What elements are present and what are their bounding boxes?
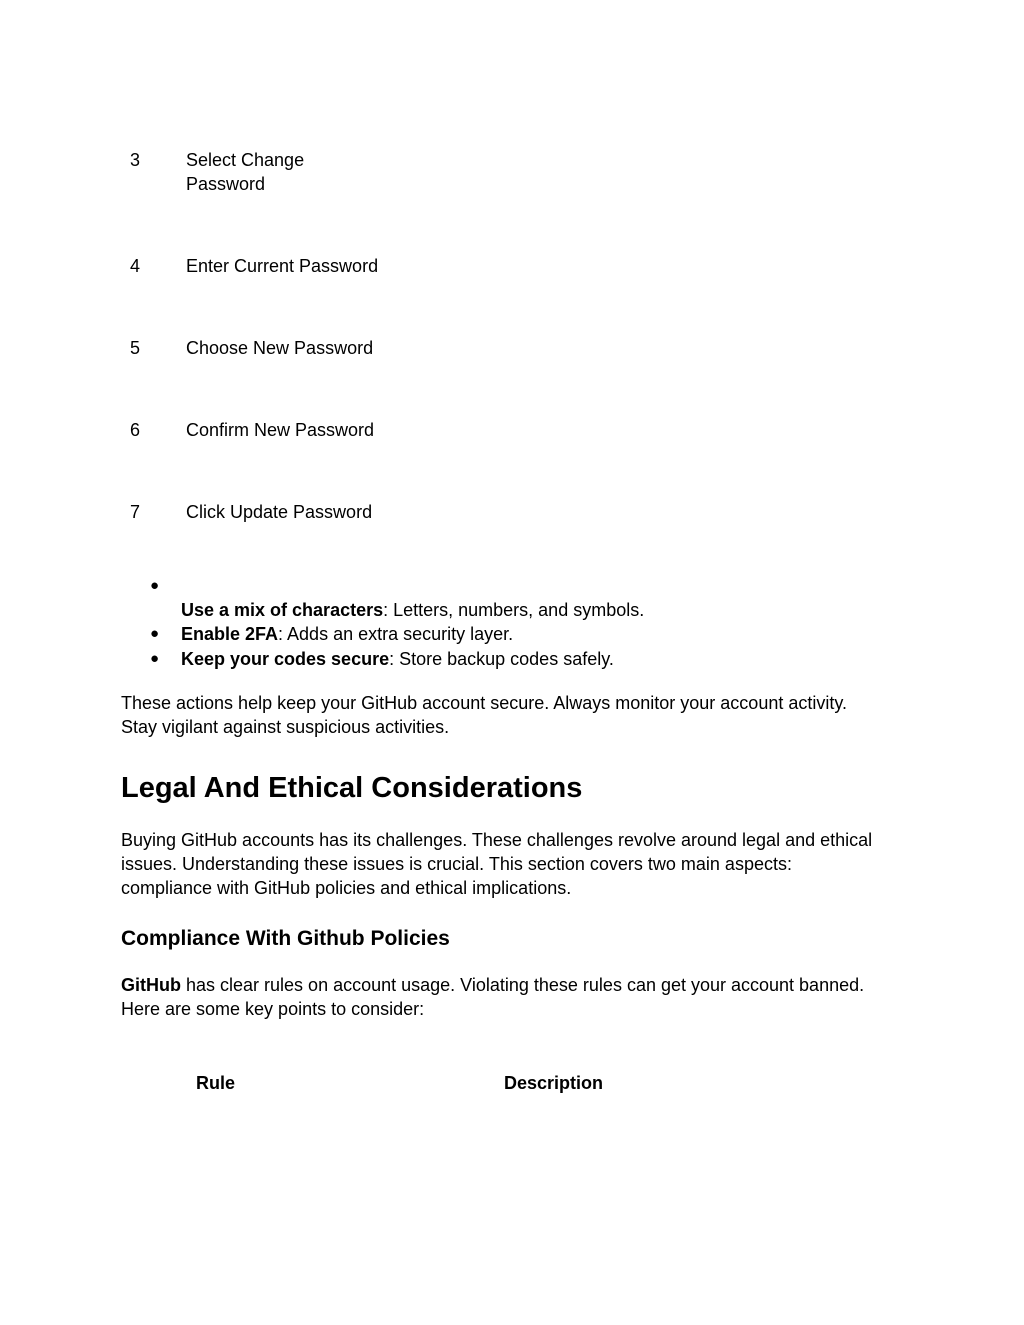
- step-number: 6: [130, 420, 141, 440]
- step-text: Click Update Password: [186, 502, 373, 522]
- column-header-description: Description: [504, 1073, 604, 1093]
- bullet-icon: ●: [150, 625, 160, 642]
- step-text: Choose New Password: [186, 338, 374, 358]
- list-item-bold: Keep your codes secure: [181, 649, 390, 669]
- step-text: Confirm New Password: [186, 420, 375, 440]
- subsection-heading-compliance: Compliance With Github Policies: [121, 927, 450, 950]
- step-number: 7: [130, 502, 141, 522]
- step-number: 3: [130, 150, 141, 170]
- list-item-text: : Adds an extra security layer.: [278, 624, 514, 644]
- list-item-text: : Letters, numbers, and symbols.: [383, 600, 645, 620]
- step-number: 4: [130, 256, 141, 276]
- paragraph-line: Buying GitHub accounts has its challenges. These challenges revolve around legal and ethical: [121, 830, 873, 850]
- bold-lead: GitHub: [121, 975, 181, 995]
- legal-paragraph: [121, 828, 911, 900]
- paragraph-line: compliance with GitHub policies and ethical implications.: [121, 878, 572, 898]
- list-item-bold: Use a mix of characters: [181, 600, 384, 620]
- step-number: 5: [130, 338, 141, 358]
- paragraph-line: These actions help keep your GitHub account secure. Always monitor your account activity.: [121, 693, 848, 713]
- list-item-bold: Enable 2FA: [181, 624, 279, 644]
- compliance-paragraph: [121, 973, 911, 1021]
- step-text: Enter Current Password: [186, 256, 379, 276]
- list-item: [181, 622, 513, 646]
- section-heading-legal: Legal And Ethical Considerations: [121, 772, 583, 804]
- paragraph-line: Here are some key points to consider:: [121, 999, 425, 1019]
- paragraph-line: [121, 973, 911, 997]
- list-item-text: : Store backup codes safely.: [389, 649, 614, 669]
- bullet-icon: ●: [150, 577, 160, 594]
- step-text: Select Change: [186, 150, 305, 170]
- paragraph-line: Stay vigilant against suspicious activities.: [121, 717, 450, 737]
- summary-paragraph: [121, 691, 911, 739]
- column-header-rule: Rule: [196, 1073, 236, 1093]
- list-item: [181, 647, 614, 671]
- list-item: [181, 598, 644, 622]
- bullet-icon: ●: [150, 650, 160, 667]
- step-text: Password: [186, 174, 266, 194]
- paragraph-line: issues. Understanding these issues is crucial. This section covers two main aspects:: [121, 854, 792, 874]
- paragraph-text: has clear rules on account usage. Violating these rules can get your account banned.: [181, 975, 865, 995]
